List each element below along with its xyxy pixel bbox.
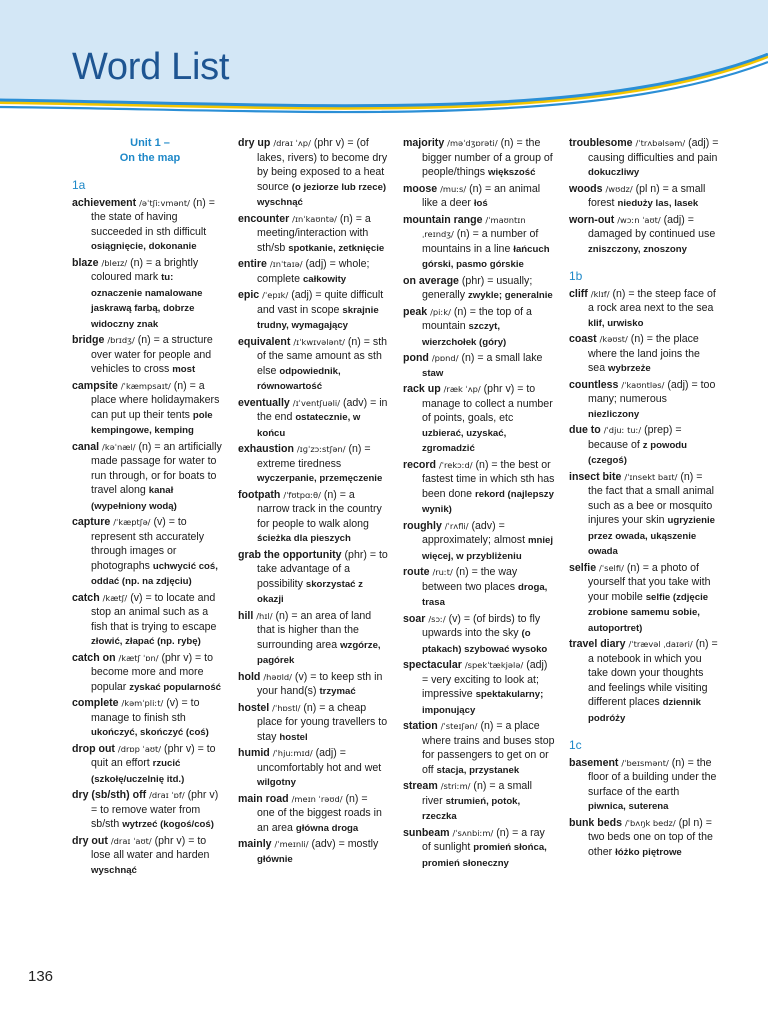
polish-translation: mniej więcej, w przybliżeniu bbox=[422, 535, 554, 562]
word-entry bbox=[403, 565, 555, 611]
polish-translation: wytrzeć (kogoś/coś) bbox=[122, 819, 214, 830]
headword: worn-out bbox=[569, 213, 615, 226]
definition: (phr) = usually; generally bbox=[422, 274, 533, 301]
pronunciation: /ɪɡˈzɔːstʃən/ bbox=[296, 444, 346, 454]
pronunciation: /ˈmeɪnli/ bbox=[274, 839, 309, 849]
word-entry bbox=[403, 305, 555, 351]
definition: (n) = a small lake bbox=[461, 352, 543, 364]
word-entry bbox=[72, 515, 222, 590]
definition: (pl n) = a small forest bbox=[588, 182, 706, 209]
definition: (v) = to keep sth in your hand(s) bbox=[257, 670, 383, 697]
polish-translation: (o jeziorze lub rzece) wyschnąć bbox=[257, 181, 387, 208]
definition: (adv) = in the end bbox=[257, 396, 388, 423]
polish-translation: uchwycić coś, oddać (np. na zdjęciu) bbox=[91, 560, 218, 587]
word-entry bbox=[72, 379, 222, 439]
word-entry bbox=[403, 182, 555, 212]
pronunciation: /ˈhjuːmɪd/ bbox=[272, 748, 313, 758]
headword: spectacular bbox=[403, 659, 462, 671]
polish-translation: całkowity bbox=[302, 273, 347, 285]
definition: (n) = one of the biggest roads in an area bbox=[257, 792, 382, 834]
headword: stream bbox=[403, 780, 438, 792]
pronunciation: /kəʊst/ bbox=[599, 334, 628, 344]
word-entry bbox=[403, 826, 555, 872]
pronunciation: /kætʃ/ bbox=[102, 592, 128, 603]
headword: equivalent bbox=[238, 335, 291, 348]
word-entry bbox=[403, 213, 555, 273]
unit-title-line: On the map bbox=[119, 152, 181, 164]
page-title: Word List bbox=[72, 46, 230, 88]
polish-translation: głównie bbox=[257, 853, 293, 865]
word-entry bbox=[238, 442, 388, 487]
pronunciation: /ˈbeɪsmənt/ bbox=[621, 757, 669, 768]
polish-translation: niezliczony bbox=[588, 408, 640, 420]
polish-translation: uzbierać, uzyskać, zgromadzić bbox=[422, 427, 507, 454]
definition: (adj) = uncomfortably hot and wet bbox=[257, 747, 382, 774]
polish-translation: zwykle; generalnie bbox=[467, 290, 553, 301]
polish-translation: zyskać popularność bbox=[129, 681, 222, 693]
word-entry bbox=[72, 651, 222, 696]
word-entry bbox=[72, 696, 222, 741]
definition: (n) = the fact that a small animal such as a bee or mosquito injures your skin bbox=[588, 470, 715, 526]
definition: (n) = the bigger number of a group of people/things bbox=[422, 137, 553, 178]
definition: (n) = an animal like a deer bbox=[422, 182, 541, 209]
word-entry bbox=[72, 440, 222, 515]
polish-translation: wilgotny bbox=[257, 777, 296, 788]
definition: (adj) = causing difficulties and pain bbox=[588, 137, 719, 164]
pronunciation: /ɪnˈtaɪə/ bbox=[269, 259, 303, 269]
polish-translation: szczyt, wierzchołek (góry) bbox=[422, 321, 507, 348]
pronunciation: /ˈkæmpsaɪt/ bbox=[120, 380, 171, 391]
word-entry bbox=[569, 287, 719, 332]
definition: (n) = sth of the same amount as sth else bbox=[257, 335, 388, 377]
headword: mainly bbox=[238, 838, 272, 850]
pronunciation: /məˈdʒɒrəti/ bbox=[447, 138, 498, 148]
pronunciation: /wɔːn ˈaʊt/ bbox=[617, 214, 661, 225]
polish-translation: (o ptakach) szybować wysoko bbox=[422, 628, 548, 655]
word-entry bbox=[238, 609, 388, 669]
pronunciation: /ˈbʌŋk bedz/ bbox=[624, 817, 676, 828]
word-entry bbox=[403, 351, 555, 381]
polish-translation: spotkanie, zetknięcie bbox=[288, 242, 385, 254]
word-entry bbox=[238, 746, 388, 791]
pronunciation: /klɪf/ bbox=[590, 288, 610, 299]
polish-translation: skorzystać z okazji bbox=[257, 578, 363, 605]
definition: (n) = a photo of yourself that you take with your mobile bbox=[588, 561, 711, 603]
polish-translation: z powodu (czegoś) bbox=[588, 439, 688, 466]
definition: (n) = a ray of sunlight bbox=[422, 826, 545, 853]
definition: (n) = the steep face of a rock area next to the sea bbox=[588, 287, 716, 314]
headword: route bbox=[403, 566, 430, 578]
definition: (adj) = damaged by continued use bbox=[588, 213, 716, 240]
pronunciation: /draɪ ˈʌp/ bbox=[273, 138, 311, 148]
headword: grab the opportunity bbox=[238, 548, 342, 561]
definition: (n) = a small river bbox=[422, 780, 532, 807]
column-2 bbox=[238, 136, 388, 868]
headword: sunbeam bbox=[403, 826, 450, 839]
word-entry bbox=[72, 196, 222, 255]
headword: soar bbox=[403, 612, 426, 625]
headword: moose bbox=[403, 182, 438, 195]
word-entry bbox=[403, 519, 555, 565]
definition: (n) = a number of mountains in a line bbox=[422, 228, 539, 255]
definition: (n) = a brightly coloured mark bbox=[91, 256, 199, 283]
word-entry bbox=[569, 213, 719, 258]
definition: (n) = the floor of a building under the surface of the earth bbox=[588, 756, 717, 798]
pronunciation: /ˈrʌfli/ bbox=[444, 520, 469, 531]
polish-translation: most bbox=[172, 364, 196, 375]
headword: humid bbox=[238, 747, 270, 759]
word-entry bbox=[72, 834, 222, 879]
pronunciation: /ˈhɒstl/ bbox=[272, 702, 301, 713]
polish-translation: skrajnie trudny, wymagający bbox=[257, 304, 379, 331]
headword: encounter bbox=[238, 212, 290, 225]
definition: (pl n) = two beds one on top of the other bbox=[588, 816, 713, 858]
word-entry bbox=[72, 333, 222, 378]
pronunciation: /ˈtrʌbəlsəm/ bbox=[635, 138, 686, 148]
polish-translation: selfie (zdjęcie zrobione samemu sobie, autoportret) bbox=[588, 591, 709, 634]
definition: (n) = a place where trains and buses stop for passengers to get on or off bbox=[422, 720, 555, 776]
definition: (n) = the place where the land joins the sea bbox=[588, 333, 700, 374]
headword: blaze bbox=[72, 256, 99, 269]
polish-translation: hostel bbox=[279, 731, 308, 743]
word-entry bbox=[403, 382, 555, 457]
headword: campsite bbox=[72, 379, 118, 392]
headword: complete bbox=[72, 697, 119, 709]
pronunciation: /ɪnˈkaʊntə/ bbox=[292, 213, 337, 224]
polish-translation: zniszczony, znoszony bbox=[588, 243, 687, 255]
polish-translation: łańcuch górski, pasmo górskie bbox=[422, 243, 550, 270]
word-entry bbox=[238, 212, 388, 257]
word-entry bbox=[72, 788, 222, 833]
unit-title bbox=[72, 136, 222, 166]
definition: (phr) = to take advantage of a possibility bbox=[257, 548, 388, 590]
polish-translation: ukończyć, skończyć (coś) bbox=[91, 727, 209, 738]
unit-title-line: Unit 1 – bbox=[130, 137, 170, 149]
word-entry bbox=[403, 612, 555, 658]
headword: entire bbox=[238, 258, 267, 270]
headword: hill bbox=[238, 609, 254, 622]
polish-translation: kanał (wypełniony wodą) bbox=[91, 485, 177, 512]
word-entry bbox=[569, 136, 719, 181]
headword: record bbox=[403, 458, 436, 471]
definition: (phr v) = to remove water from sb/sth bbox=[91, 789, 219, 830]
headword: hostel bbox=[238, 701, 270, 714]
word-entry bbox=[569, 182, 719, 212]
polish-translation: główna droga bbox=[295, 822, 359, 834]
headword: catch bbox=[72, 591, 100, 604]
pronunciation: /spekˈtækjələ/ bbox=[464, 660, 524, 670]
pronunciation: /ˈsʌnbiːm/ bbox=[452, 827, 494, 838]
definition: (n) = the way between two places bbox=[422, 566, 518, 593]
headword: achievement bbox=[72, 196, 137, 209]
definition: (n) = extreme tiredness bbox=[257, 443, 371, 470]
pronunciation: /wʊdz/ bbox=[605, 183, 633, 194]
pronunciation: /əˈtʃiːvmənt/ bbox=[139, 197, 190, 208]
word-entry bbox=[569, 816, 719, 861]
polish-translation: tu: oznaczenie namalowane jaskrawą farbą, dobrze widoczny znak bbox=[91, 272, 203, 330]
pronunciation: /ˈkaʊntləs/ bbox=[621, 379, 665, 390]
polish-translation: staw bbox=[422, 367, 444, 379]
polish-translation: niedυży las, lasek bbox=[617, 198, 699, 209]
headword: mountain range bbox=[403, 213, 483, 226]
headword: due to bbox=[569, 424, 601, 436]
definition: (n) = the top of a mountain bbox=[422, 305, 532, 332]
polish-translation: strumień, potok, rzeczka bbox=[422, 795, 521, 822]
pronunciation: /həʊld/ bbox=[263, 671, 292, 682]
headword: rack up bbox=[403, 383, 441, 395]
definition: (n) = a meeting/interaction with sth/sb bbox=[257, 212, 371, 254]
word-entry bbox=[238, 701, 388, 746]
polish-translation: ugryzienie przez owada, ukąszenie owada bbox=[588, 515, 715, 557]
word-entry bbox=[238, 792, 388, 837]
word-entry bbox=[72, 256, 222, 333]
word-entry bbox=[403, 274, 555, 304]
definition: (adv) = mostly bbox=[311, 838, 379, 850]
word-entry bbox=[238, 670, 388, 700]
polish-translation: dziennik podróży bbox=[588, 697, 701, 724]
definition: (prep) = because of bbox=[588, 424, 682, 451]
definition: (adj) = quite difficult and vast in scope bbox=[257, 289, 384, 316]
headword: catch on bbox=[72, 651, 116, 664]
polish-translation: osiągnięcie, dokonanie bbox=[91, 241, 197, 252]
definition: (v) = to represent sth accurately through images or photographs bbox=[91, 516, 205, 572]
pronunciation: /kætʃ ˈɒn/ bbox=[118, 652, 159, 663]
pronunciation: /ruːt/ bbox=[432, 567, 453, 577]
polish-translation: trzymać bbox=[319, 686, 356, 697]
polish-translation: rekord (najlepszy wynik) bbox=[422, 488, 554, 515]
definition: (n) = the state of having succeeded in sth difficult bbox=[91, 196, 215, 238]
pronunciation: /ˈfʊtpɑːθ/ bbox=[283, 489, 321, 500]
polish-translation: ścieżka dla pieszych bbox=[257, 533, 351, 544]
definition: (phr v) = to quit an effort bbox=[91, 742, 216, 769]
word-entry bbox=[72, 742, 222, 788]
polish-translation: łoś bbox=[473, 198, 488, 209]
headword: cliff bbox=[569, 287, 588, 300]
definition: (phr v) = to become more and more popular bbox=[91, 651, 214, 693]
definition: (n) = a structure over water for people and vehicles to cross bbox=[91, 334, 213, 375]
headword: travel diary bbox=[569, 638, 626, 650]
headword: bridge bbox=[72, 334, 105, 346]
headword: countless bbox=[569, 378, 619, 391]
polish-translation: wzgórze, pagórek bbox=[257, 639, 381, 666]
pronunciation: /striːm/ bbox=[440, 781, 471, 791]
polish-translation: pole kempingowe, kemping bbox=[91, 409, 213, 436]
headword: main road bbox=[238, 792, 289, 805]
word-entry bbox=[238, 837, 388, 867]
pronunciation: /sɔː/ bbox=[428, 613, 446, 624]
definition: (adj) = whole; complete bbox=[257, 258, 370, 285]
polish-translation: wyczerpanie, przemęczenie bbox=[257, 473, 383, 484]
headword: hold bbox=[238, 670, 261, 683]
definition: (v) = (of birds) to fly upwards into the sky bbox=[422, 612, 541, 639]
definition: (phr v) = (of lakes, rivers) to become dry by being exposed to a heat source bbox=[257, 137, 388, 193]
polish-translation: odpowiednik, równowartość bbox=[257, 365, 341, 392]
column-1 bbox=[72, 136, 222, 879]
word-entry bbox=[403, 779, 555, 825]
definition: (n) = a narrow track in the country for people to walk along bbox=[257, 488, 382, 530]
pronunciation: /ˈtrævəl ˌdaɪəri/ bbox=[628, 639, 693, 649]
pronunciation: /ˈmaʊntɪn ˌreɪndʒ/ bbox=[422, 214, 526, 239]
headword: troublesome bbox=[569, 137, 633, 149]
pronunciation: /muːs/ bbox=[440, 183, 467, 194]
page-number: 136 bbox=[28, 968, 54, 985]
pronunciation: /draɪ ˈaʊt/ bbox=[110, 835, 152, 846]
polish-translation: większość bbox=[487, 167, 536, 178]
pronunciation: /ɪˈkwɪvələnt/ bbox=[293, 336, 345, 347]
word-entry bbox=[403, 719, 555, 778]
polish-translation: piwnica, suterena bbox=[588, 801, 669, 812]
polish-translation: ostatecznie, w końcu bbox=[257, 412, 361, 439]
pronunciation: /piːk/ bbox=[430, 306, 451, 317]
headword: dry up bbox=[238, 137, 271, 149]
polish-translation: dokuczliwy bbox=[588, 167, 640, 178]
section-label: 1c bbox=[569, 738, 582, 752]
word-entry bbox=[569, 470, 719, 560]
definition: (n) = the best or fastest time in which sth has been done bbox=[422, 458, 555, 500]
pronunciation: /ræk ˈʌp/ bbox=[443, 384, 481, 394]
polish-translation: rzucić (szkołę/uczelnię itd.) bbox=[91, 758, 185, 785]
headword: roughly bbox=[403, 519, 442, 532]
word-entry bbox=[238, 257, 388, 287]
definition: (v) = to manage to finish sth bbox=[91, 697, 200, 724]
definition: (phr v) = to lose all water and harden bbox=[91, 834, 210, 861]
definition: (adj) = too many; numerous bbox=[588, 378, 716, 405]
word-entry bbox=[238, 488, 388, 547]
word-entry bbox=[238, 136, 388, 211]
pronunciation: /brɪdʒ/ bbox=[107, 335, 135, 345]
pronunciation: /ˈɪnsekt baɪt/ bbox=[624, 471, 678, 482]
word-entry bbox=[238, 335, 388, 395]
definition: (n) = a place where holidaymakers can put up their tents bbox=[91, 379, 220, 421]
polish-translation: promień słońca, promień słoneczny bbox=[422, 842, 547, 869]
word-entry bbox=[403, 458, 555, 518]
word-entry bbox=[569, 756, 719, 815]
headword: drop out bbox=[72, 742, 115, 755]
headword: majority bbox=[403, 137, 445, 149]
polish-translation: stacja, przystanek bbox=[436, 764, 520, 776]
word-entry bbox=[569, 637, 719, 726]
definition: (n) = a notebook in which you take down your thoughts and feelings while visiting different places bbox=[588, 638, 718, 708]
page-header bbox=[0, 0, 768, 130]
headword: footpath bbox=[238, 488, 281, 501]
definition: (n) = a cheap place for young travellers to stay bbox=[257, 701, 388, 743]
definition: (phr v) = to manage to collect a number of points, goals, etc bbox=[422, 383, 553, 424]
pronunciation: /meɪn ˈrəʊd/ bbox=[291, 793, 343, 804]
headword: capture bbox=[72, 516, 111, 528]
word-entry bbox=[403, 658, 555, 718]
pronunciation: /drɒp ˈaʊt/ bbox=[117, 743, 162, 754]
headword: insect bite bbox=[569, 470, 622, 483]
headword: basement bbox=[569, 756, 619, 769]
headword: epic bbox=[238, 289, 260, 301]
word-entry bbox=[569, 423, 719, 469]
definition: (n) = an area of land that is higher than the surrounding area bbox=[257, 609, 372, 651]
headword: selfie bbox=[569, 561, 597, 574]
polish-translation: spektakularny; imponujący bbox=[422, 689, 544, 716]
pronunciation: /ˈselfi/ bbox=[599, 562, 624, 573]
headword: pond bbox=[403, 352, 429, 364]
headword: canal bbox=[72, 440, 100, 453]
headword: on average bbox=[403, 274, 459, 287]
pronunciation: /ˈsteɪʃən/ bbox=[440, 721, 478, 731]
word-entry bbox=[72, 591, 222, 650]
word-entry bbox=[569, 332, 719, 377]
headword: exhaustion bbox=[238, 443, 294, 455]
word-entry bbox=[569, 378, 719, 423]
headword: woods bbox=[569, 182, 603, 195]
headword: station bbox=[403, 720, 438, 732]
pronunciation: /kəˈnæl/ bbox=[102, 441, 136, 452]
pronunciation: /bleɪz/ bbox=[101, 257, 128, 268]
pronunciation: /ˈrekɔːd/ bbox=[438, 459, 473, 470]
pronunciation: /ˈkæptʃə/ bbox=[113, 517, 151, 527]
pronunciation: /ɪˈventʃuəli/ bbox=[292, 397, 341, 408]
polish-translation: łóżko piętrowe bbox=[615, 846, 682, 858]
section-label: 1b bbox=[569, 269, 583, 283]
word-entry bbox=[403, 136, 555, 181]
headword: peak bbox=[403, 305, 428, 318]
word-entry bbox=[238, 396, 388, 442]
pronunciation: /ˈepɪk/ bbox=[262, 290, 289, 300]
polish-translation: wyschnąć bbox=[91, 864, 137, 876]
polish-translation: klif, urwisko bbox=[588, 317, 644, 329]
headword: coast bbox=[569, 333, 597, 345]
column-4 bbox=[569, 136, 719, 861]
polish-translation: droga, trasa bbox=[422, 581, 548, 608]
word-entry bbox=[569, 561, 719, 637]
headword: bunk beds bbox=[569, 816, 622, 829]
word-entry bbox=[238, 548, 388, 608]
headword: eventually bbox=[238, 396, 290, 409]
pronunciation: /pɒnd/ bbox=[431, 353, 459, 363]
definition: (adv) = approximately; almost bbox=[422, 519, 526, 546]
headword: dry out bbox=[72, 834, 108, 847]
pronunciation: /kəmˈpliːt/ bbox=[121, 698, 164, 708]
pronunciation: /ˈdjuː tuː/ bbox=[603, 425, 642, 435]
polish-translation: wybrzeże bbox=[608, 363, 651, 374]
polish-translation: złowić, złapać (np. rybę) bbox=[91, 636, 201, 647]
pronunciation: /hɪl/ bbox=[256, 610, 273, 621]
section-label: 1a bbox=[72, 178, 86, 192]
pronunciation: /draɪ ˈɒf/ bbox=[149, 790, 185, 800]
headword: dry (sb/sth) off bbox=[72, 789, 147, 801]
definition: (n) = an artificially made passage for water to run through, or for boats to travel along bbox=[91, 440, 222, 496]
definition: (adj) = very exciting to look at; impressive bbox=[422, 659, 548, 700]
column-3 bbox=[403, 136, 555, 872]
definition: (v) = to locate and stop an animal such as a fish that is trying to escape bbox=[91, 591, 217, 633]
word-entry bbox=[238, 288, 388, 334]
